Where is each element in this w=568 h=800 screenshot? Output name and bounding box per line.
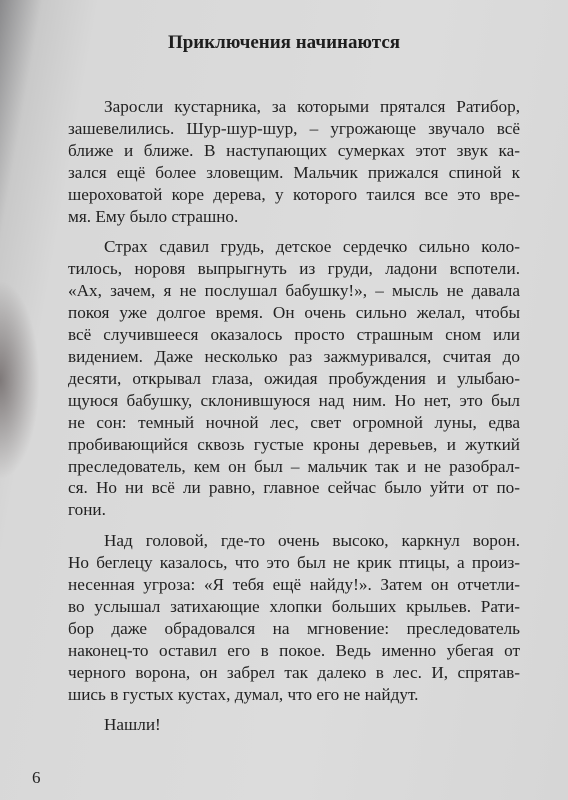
text-line: покоя уже долгое время. Он очень сильно желал, чтобы: [68, 303, 520, 323]
text-line: ся. Но ни всё ли равно, главное сейчас было уйти от по-: [68, 478, 520, 498]
finger-shadow: [0, 280, 40, 480]
text-line: Заросли кустарника, за которыми прятался Ратибор,: [104, 97, 520, 116]
text-line: черного ворона, он забрел так далеко в лес. И, спрятав-: [68, 662, 520, 682]
text-line: видением. Даже несколько раз зажмуривался, считая до: [68, 346, 520, 366]
text-line: шись в густых кустах, думал, что его не найдут.: [68, 684, 419, 704]
paragraph-gap: [68, 521, 520, 530]
text-line: Но беглецу казалось, что это был не крик птицы, а произ-: [68, 553, 520, 573]
page-number: 6: [32, 768, 41, 787]
paragraph: [68, 714, 520, 736]
text-line: десяти, открывал глаза, ожидая пробуждения и улыбаю-: [68, 368, 520, 388]
text-line: тилось, норовя выпрыгнуть из груди, ладони вспотели.: [68, 259, 520, 279]
text-line: не сон: темный ночной лес, свет огромной луны, едва: [68, 412, 520, 432]
text-line: Нашли!: [104, 715, 161, 735]
chapter-body: [68, 96, 520, 736]
text-line: мя. Ему было страшно.: [68, 206, 239, 226]
text-line: несенная угроза: «Я тебя ещё найду!». Затем он отчетли-: [68, 575, 520, 595]
text-line: бор даже обрадовался на мгновение: преследователь: [68, 618, 520, 638]
text-line: «Ах, зачем, я не послушал бабушку!», – мысль не давала: [68, 281, 520, 301]
paragraph: [68, 530, 520, 705]
paragraph: [68, 236, 520, 521]
text-line: шероховатой коре дерева, у которого таился все это вре-: [68, 184, 520, 204]
text-line: зашевелились. Шур-шур-шур, – угрожающе звучало всё: [68, 118, 520, 138]
paragraph-gap: [68, 227, 520, 236]
text-line: зался ещё более зловещим. Мальчик прижался спиной к: [68, 162, 520, 182]
text-line: гони.: [68, 500, 106, 520]
text-line: щуюся бабушку, склонившуюся над ним. Но нет, это был: [68, 390, 520, 410]
text-line: наконец-то оставил его в покое. Ведь именно убегая от: [68, 640, 520, 660]
chapter-title: Приключения начинаются: [167, 32, 401, 53]
text-line: во услышал затихающие хлопки больших крыльев. Рати-: [68, 596, 520, 616]
paragraph: [68, 96, 520, 227]
text-line: пробивающийся сквозь густые кроны деревьев, и жуткий: [68, 434, 520, 454]
text-line: преследователь, кем он был – мальчик так и не разобрал-: [68, 456, 520, 476]
paragraph-gap: [68, 705, 520, 714]
text-line: ближе и ближе. В наступающих сумерках этот звук ка-: [68, 140, 520, 160]
text-line: всё случившееся оказалось просто страшным сном или: [68, 325, 520, 345]
text-line: Над головой, где-то очень высоко, каркнул ворон.: [104, 531, 520, 551]
text-line: Страх сдавил грудь, детское сердечко сильно коло-: [104, 237, 520, 257]
